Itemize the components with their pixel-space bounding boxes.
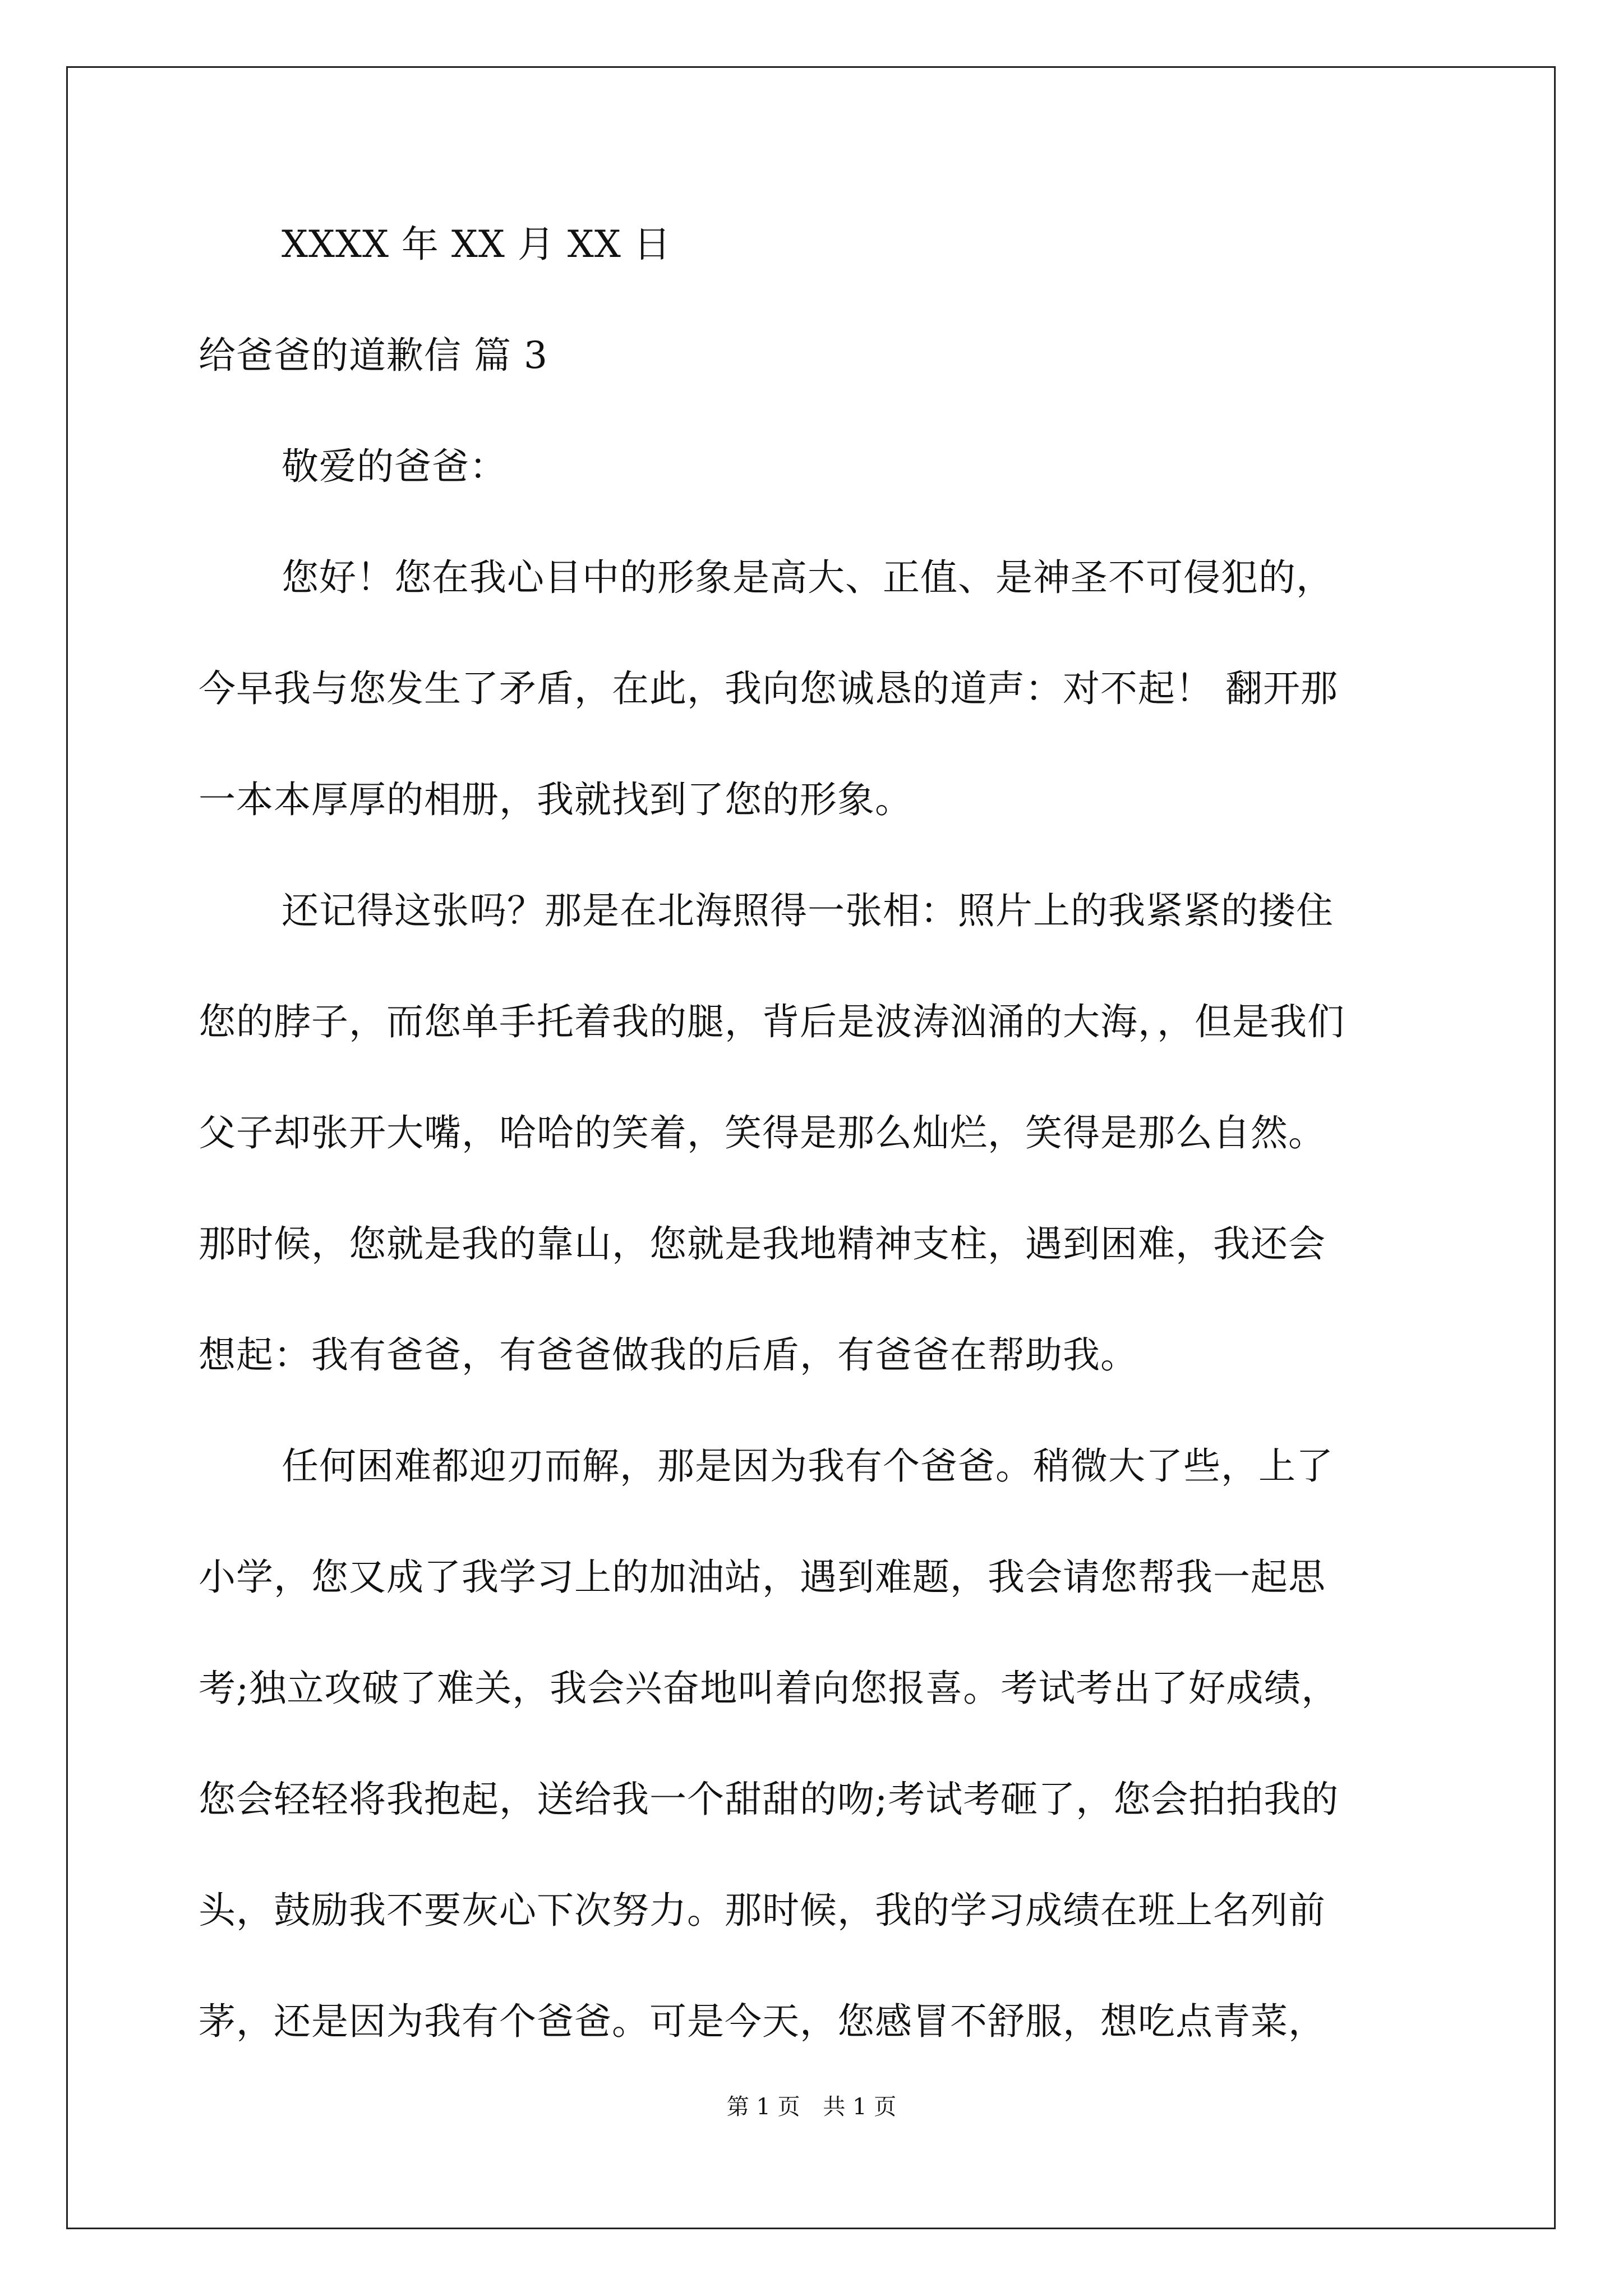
page-total: 共 1 页 [823,2094,897,2120]
text-line: 小学，您又成了我学习上的加油站，遇到难题，我会请您帮我一起思 [199,1556,1326,1599]
text-line: 您会轻轻将我抱起，送给我一个甜甜的吻;考试考砸了，您会拍拍我的 [199,1778,1339,1821]
page-number: 第 1 页 [726,2094,800,2120]
text-line: 父子却张开大嘴，哈哈的笑着，笑得是那么灿烂，笑得是那么自然。 [199,1111,1326,1154]
salutation: 敬爱的爸爸： [282,445,507,488]
text-line: 那时候，您就是我的靠山，您就是我地精神支柱，遇到困难，我还会 [199,1222,1326,1266]
letter-title: 给爸爸的道歉信 篇 3 [199,334,548,377]
text-line: 您好！您在我心目中的形象是高大、正值、是神圣不可侵犯的， [282,556,1334,599]
text-line: 今早我与您发生了矛盾，在此，我向您诚恳的道声：对不起！ 翻开那 [199,667,1338,710]
text-line: 一本本厚厚的相册，我就找到了您的形象。 [199,778,912,821]
text-line: 头，鼓励我不要灰心下次努力。那时候，我的学习成绩在班上名列前 [199,1889,1326,1932]
text-line: 茅，还是因为我有个爸爸。可是今天，您感冒不舒服，想吃点青菜， [199,2000,1326,2043]
text-line: 任何困难都迎刃而解，那是因为我有个爸爸。稍微大了些，上了 [282,1444,1334,1488]
text-line: 想起：我有爸爸，有爸爸做我的后盾，有爸爸在帮助我。 [199,1333,1138,1377]
date-line: XXXX 年 XX 月 XX 日 [282,223,671,266]
text-line: 还记得这张吗？那是在北海照得一张相：照片上的我紧紧的搂住 [282,889,1334,932]
page-footer [0,2090,1623,2124]
text-line: 您的脖子，而您单手托着我的腿，背后是波涛汹涌的大海，，但是我们 [199,1000,1345,1043]
text-line: 考;独立攻破了难关，我会兴奋地叫着向您报喜。考试考出了好成绩， [199,1667,1339,1710]
